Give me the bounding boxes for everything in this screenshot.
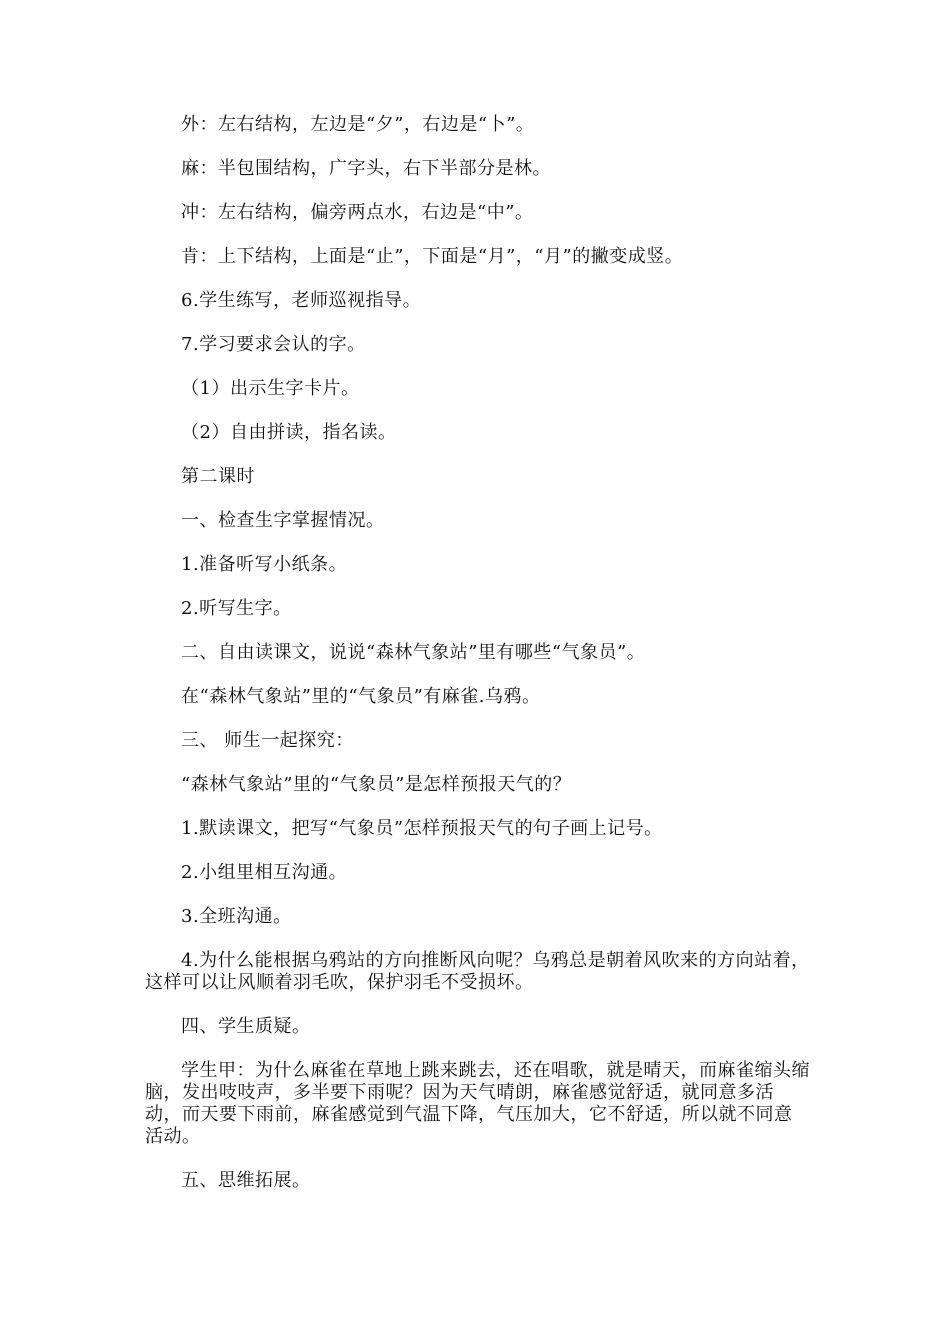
paragraph-1: 外：左右结构，左边是“夕”，右边是“卜”。 bbox=[181, 114, 535, 135]
paragraph-22: 学生甲：为什么麻雀在草地上跳来跳去，还在唱歌，就是晴天，而麻雀缩头缩脑，发出吱吱声，多半要下雨呢？因为天气晴朗，麻雀感觉舒适，就同意多活动，而天要下雨前，麻雀感觉到气温下降，气压加大，它不舒适，所以就不同意活动。 bbox=[145, 1060, 810, 1147]
paragraph-23: 五、思维拓展。 bbox=[181, 1170, 311, 1191]
paragraph-15: 三、 师生一起探究： bbox=[181, 730, 354, 751]
paragraph-19: 3.全班沟通。 bbox=[181, 906, 292, 927]
paragraph-7: （1）出示生字卡片。 bbox=[181, 378, 360, 399]
paragraph-8: （2）自由拼读，指名读。 bbox=[181, 422, 397, 443]
paragraph-4: 肯：上下结构，上面是“止”，下面是“月”，“月”的撇变成竖。 bbox=[181, 246, 684, 267]
paragraph-20: 4.为什么能根据乌鸦站的方向推断风向呢？乌鸦总是朝着风吹来的方向站着，这样可以让风顺着羽毛吹，保护羽毛不受损坏。 bbox=[145, 950, 810, 993]
paragraph-2: 麻：半包围结构，广字头，右下半部分是林。 bbox=[181, 158, 551, 179]
paragraph-10: 一、检查生字掌握情况。 bbox=[181, 510, 385, 531]
paragraph-16: “森林气象站”里的“气象员”是怎样预报天气的？ bbox=[181, 774, 572, 795]
paragraph-3: 冲：左右结构，偏旁两点水，右边是“中”。 bbox=[181, 202, 534, 223]
paragraph-21: 四、学生质疑。 bbox=[181, 1016, 311, 1037]
paragraph-12: 2.听写生字。 bbox=[181, 598, 292, 619]
document-body bbox=[145, 114, 810, 1214]
paragraph-11: 1.准备听写小纸条。 bbox=[181, 554, 348, 575]
paragraph-5: 6.学生练写，老师巡视指导。 bbox=[181, 290, 422, 311]
paragraph-18: 2.小组里相互沟通。 bbox=[181, 862, 348, 883]
paragraph-6: 7.学习要求会认的字。 bbox=[181, 334, 366, 355]
paragraph-17: 1.默读课文，把写“气象员”怎样预报天气的句子画上记号。 bbox=[181, 818, 663, 839]
section-heading-lesson-2: 第二课时 bbox=[181, 466, 255, 487]
paragraph-14: 在“森林气象站”里的“气象员”有麻雀.乌鸦。 bbox=[181, 686, 541, 707]
paragraph-13: 二、自由读课文，说说“森林气象站”里有哪些“气象员”。 bbox=[181, 642, 646, 663]
